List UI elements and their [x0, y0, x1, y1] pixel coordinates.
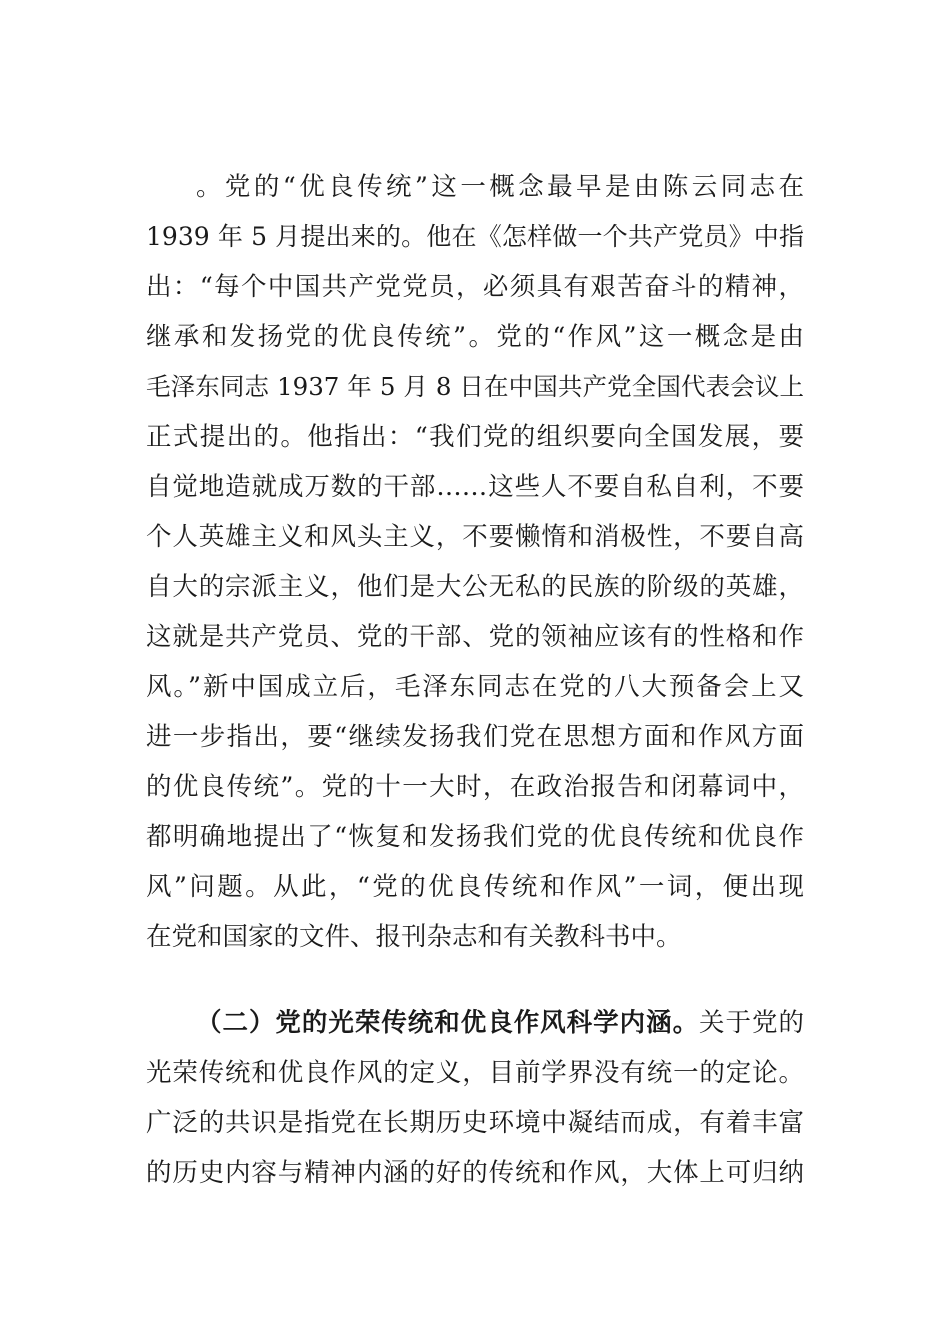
paragraph1-line-12: 进一步指出，要“继续发扬我们党在思想方面和作风方面 [146, 722, 804, 752]
paragraph1-line-2: 1939 年 5 月提出来的。他在《怎样做一个共产党员》中指 [146, 222, 804, 251]
paragraph1-line-3: 出：“每个中国共产党党员，必须具有艰苦奋斗的精神， [146, 272, 804, 302]
paragraph2-line-1 [196, 998, 804, 1048]
paragraph2-line-1-text: 关于党的 [699, 1008, 804, 1038]
paragraph1-line-8: 个人英雄主义和风头主义，不要懒惰和消极性，不要自高 [146, 522, 804, 552]
paragraph2-line-2: 光荣传统和优良作风的定义，目前学界没有统一的定论。 [146, 1058, 804, 1088]
paragraph1-line-4: 继承和发扬党的优良传统”。党的“作风”这一概念是由 [146, 322, 804, 352]
paragraph1-line-9: 自大的宗派主义，他们是大公无私的民族的阶级的英雄， [146, 572, 804, 602]
paragraph2-line-4: 的历史内容与精神内涵的好的传统和作风，大体上可归纳 [146, 1158, 804, 1188]
paragraph1-line-15: 风”问题。从此，“党的优良传统和作风”一词，便出现 [146, 872, 804, 902]
paragraph1-line-14: 都明确地提出了“恢复和发扬我们党的优良传统和优良作 [146, 822, 804, 852]
paragraph2-line-3: 广泛的共识是指党在长期历史环境中凝结而成，有着丰富 [146, 1108, 804, 1138]
section-heading: （二）党的光荣传统和优良作风科学内涵。 [196, 1008, 700, 1038]
paragraph1-line-16: 在党和国家的文件、报刊杂志和有关教科书中。 [146, 922, 682, 952]
paragraph1-line-10: 这就是共产党员、党的干部、党的领袖应该有的性格和作 [146, 622, 804, 652]
paragraph1-line-11: 风。”新中国成立后，毛泽东同志在党的八大预备会上又 [146, 672, 804, 702]
paragraph1-line-13: 的优良传统”。党的十一大时，在政治报告和闭幕词中， [146, 772, 804, 802]
paragraph1-line-7: 自觉地造就成万数的干部……这些人不要自私自利，不要 [146, 472, 804, 502]
paragraph1-line-5: 毛泽东同志 1937 年 5 月 8 日在中国共产党全国代表会议上 [146, 372, 804, 401]
paragraph1-line-6: 正式提出的。他指出：“我们党的组织要向全国发展，要 [146, 422, 804, 452]
paragraph1-line-1: 。党的“优良传统”这一概念最早是由陈云同志在 [196, 172, 804, 202]
